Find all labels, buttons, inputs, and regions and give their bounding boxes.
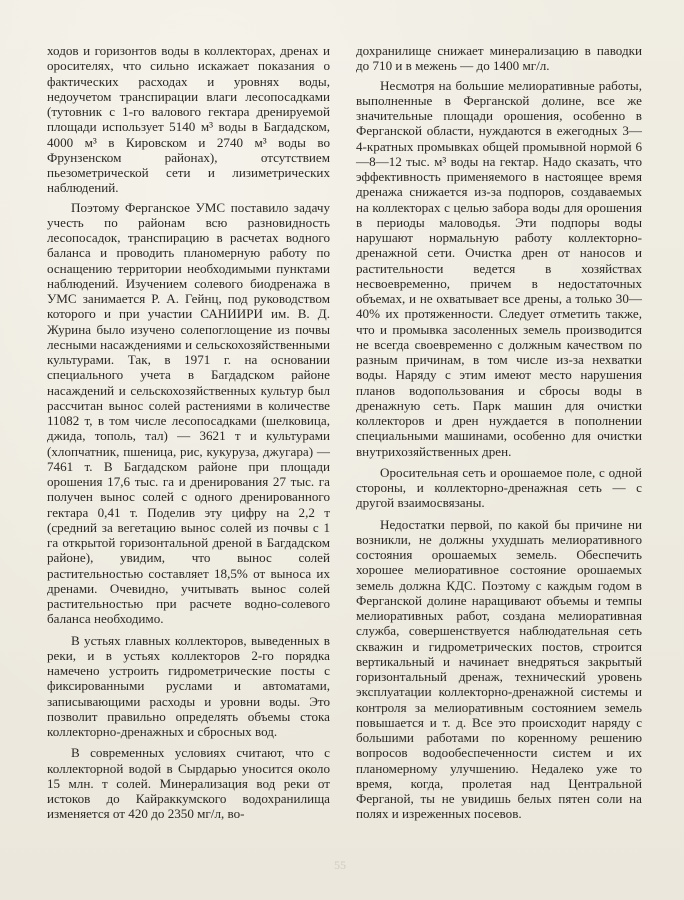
paragraph: Поэтому Ферганское УМС поставило задачу учесть по районам всю разновидность лесопосадок, транспирацию в расчетах водного баланса и проводить планомерную работу по оснащению территории необходимыми пунктами наблюдений. Изучением солевого биодренажа в УМС занимается Р. А. Гейнц, под руководством которого и при участии САНИИРИ им. В. Д. Журина было изучено солепоглощение из почвы лесными насаждениями и сельскохозяйственными культурами. Так, в 1971 г. на основании специального учета в Багдадском районе насаждений и сельскохозяйственных культур был рассчитан вынос солей растениями в количестве 11082 т, в том числе лесопосадками (шелковица, джида, тополь, тал) — 3621 т и культурами (хлопчатник, пшеница, рис, кукуруза, джугара) — 7461 т. В Багдадском районе при площади орошения 17,6 тыс. га и дренирования 27 тыс. га получен вынос солей с одного дренированного гектара 0,41 т. Поделив эту цифру на 2,2 т (средний за вегетацию вынос солей из почвы с 1 га открытой горизонтальной дреной в Багдадском районе), увидим, что вынос солей растительностью составляет 18,5% от выноса их дренами. Очевидно, учитывать вынос солей растительностью при расчете водно-солевого баланса необходимо.	[47, 199, 330, 627]
page-number: 55	[334, 858, 346, 872]
paragraph: ходов и горизонтов воды в коллекторах, дренах и оросителях, что сильно искажает показания о фактических расходах и уровнях воды, недоучетом транспирации влаги лесопосадками (тутовник с 1-го валового гектара дренируемой площади использует 5140 м³ воды в Багдадском, 4000 м³ в Кировском и 2740 м³ воды во Фрунзенском районах), отсутствием пьезометрической сети и лизиметрических наблюдений.	[47, 43, 330, 196]
paragraph: В устьях главных коллекторов, выведенных в реки, и в устьях коллекторов 2-го порядка намечено устроить гидрометрические посты с фиксированными руслами и автоматами, записывающими расходы и уровни воды. Это позволит правильно определять объемы стока коллекторно-дренажных и сбросных вод.	[47, 632, 330, 739]
paragraph: Несмотря на большие мелиоративные работы, выполненные в Ферганской долине, все же значительные площади орошения, особенно в Ферганской области, нуждаются в ежегодных 3—4-кратных промывках общей промывной нормой 6—8—12 тыс. м³ воды на гектар. Надо сказать, что эффективность применяемого в настоящее время дренажа снижается из-за подпоров, создаваемых на коллекторах с целью забора воды для орошения в периоды маловодья. Эти подпоры воды нарушают нормальную работу коллекторно-дренажной сети. Очистка дрен от наносов и растительности ведется в хозяйствах несвоевременно, причем в недостаточных объемах, и не охватывает все дрены, а только 30—40% их протяженности. Следует отметить также, что и промывка засоленных земель производится не всегда своевременно с должным качеством по разным причинам, в том числе из-за нехватки воды. Наряду с этим имеют место нарушения планов водопользования и сбросы воды в дренажную сеть. Парк машин для очистки коллекторов и дрен нуждается в пополнении специальными машинами, особенно для очистки внутрихозяйственных дрен.	[356, 77, 642, 459]
right-column	[356, 43, 642, 826]
paragraph: Оросительная сеть и орошаемое поле, с одной стороны, и коллекторно-дренажная сеть — с другой взаимосвязаны.	[356, 464, 642, 511]
paragraph: В современных условиях считают, что с коллекторной водой в Сырдарью уносится около 15 млн. т солей. Минерализация вод реки от истоков до Кайраккумского водохранилища изменяется от 420 до 2350 мг/л, во-	[47, 745, 330, 822]
paragraph: дохранилище снижает минерализацию в паводки до 710 и в межень — до 1400 мг/л.	[356, 43, 642, 74]
paragraph: Недостатки первой, по какой бы причине ни возникли, не должны ухудшать мелиоративного состояния орошаемых земель. Обеспечить хорошее мелиоративное состояние орошаемых земель должна КДС. Поэтому с каждым годом в Ферганской долине наращивают объемы и темпы мелиоративных работ, создана мелиоративная служба, совершенствуется наблюдательная сеть скважин и гидрометрических постов, строится вертикальный и начинает внедряться закрытый горизонтальный дренаж, технический уровень эксплуатации коллекторно-дренажной системы и контроля за мелиоративным состоянием земель повышается и т. д. Все это происходит наряду с большими работами по коренному решению вопросов водообеспеченности систем и их планомерному улучшению. Недалеко уже то время, когда, пролетая над Центральной Ферганой, ты не увидишь белых пятен соли на полях и изреженных посевов.	[356, 516, 642, 822]
left-column	[47, 43, 330, 826]
